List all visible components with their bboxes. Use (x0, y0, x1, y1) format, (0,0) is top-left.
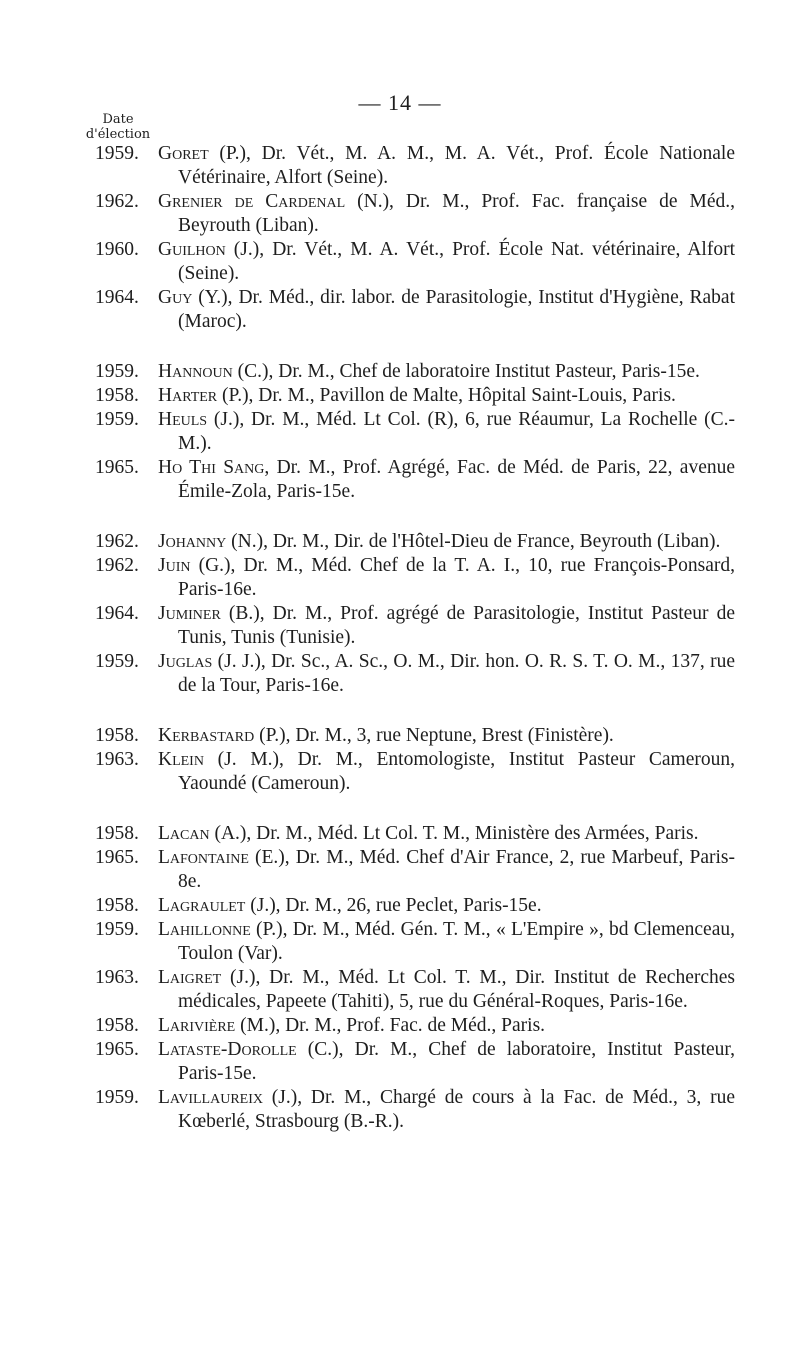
election-year: 1965. (95, 847, 139, 868)
election-year: 1958. (95, 385, 139, 406)
member-entry (95, 846, 735, 894)
member-details (158, 918, 735, 966)
election-year: 1959. (95, 361, 139, 382)
member-info: (J.), Dr. M., Chargé de cours à la Fac. de Méd., 3, rue Kœberlé, Strasbourg (B.-R.). (178, 1087, 735, 1132)
member-details (158, 1038, 735, 1086)
member-name: Guilhon (158, 239, 226, 260)
member-details (158, 966, 735, 1014)
member-entry (95, 1038, 735, 1086)
member-info: (J.), Dr. M., Méd. Lt Col. (R), 6, rue Réaumur, La Rochelle (C.-M.). (178, 409, 735, 454)
member-name: Lacan (158, 823, 210, 844)
election-year: 1965. (95, 1039, 139, 1060)
member-details (158, 286, 735, 334)
member-name: Lahillonne (158, 919, 251, 940)
election-year: 1965. (95, 457, 139, 478)
member-details (158, 190, 735, 238)
member-entry (95, 408, 735, 456)
member-name: Heuls (158, 409, 208, 430)
election-year: 1962. (95, 191, 139, 212)
election-year: 1963. (95, 749, 139, 770)
member-details (158, 530, 735, 554)
election-year: 1958. (95, 895, 139, 916)
member-entry (95, 822, 735, 846)
member-name: Guy (158, 287, 193, 308)
member-info: (P.), Dr. M., Pavillon de Malte, Hôpital Saint-Louis, Paris. (217, 385, 676, 406)
member-entry (95, 1086, 735, 1134)
member-details (158, 360, 735, 384)
member-entry (95, 748, 735, 796)
member-info: (E.), Dr. M., Méd. Chef d'Air France, 2, rue Marbeuf, Paris-8e. (178, 847, 735, 892)
letter-group (95, 724, 735, 796)
election-year: 1958. (95, 725, 139, 746)
member-info: (J.), Dr. M., 26, rue Peclet, Paris-15e. (245, 895, 542, 916)
election-year: 1964. (95, 287, 139, 308)
member-details (158, 1086, 735, 1134)
member-info: (P.), Dr. M., 3, rue Neptune, Brest (Finistère). (254, 725, 614, 746)
member-name: Laigret (158, 967, 222, 988)
election-year: 1959. (95, 409, 139, 430)
member-entry (95, 360, 735, 384)
member-name: Lagraulet (158, 895, 246, 916)
member-entry (95, 530, 735, 554)
date-header-line-1: Date (102, 112, 134, 127)
election-year: 1960. (95, 239, 139, 260)
member-details (158, 650, 735, 698)
letter-group (95, 360, 735, 504)
member-name: Lavillaureix (158, 1087, 263, 1108)
member-entry (95, 650, 735, 698)
member-entry (95, 142, 735, 190)
member-entry (95, 602, 735, 650)
member-info: (J. J.), Dr. Sc., A. Sc., O. M., Dir. hon. O. R. S. T. O. M., 137, rue de la Tour, Paris-16e. (178, 651, 735, 696)
member-info: (J.), Dr. M., Méd. Lt Col. T. M., Dir. Institut de Recherches médicales, Papeete (Tahiti), 5, rue du Général-Roques, Paris-16e. (178, 967, 735, 1012)
member-entry (95, 894, 735, 918)
member-info: (B.), Dr. M., Prof. agrégé de Parasitologie, Institut Pasteur de Tunis, Tunis (Tunisie). (178, 603, 735, 648)
member-name: Grenier de Cardenal (158, 191, 346, 212)
member-details (158, 408, 735, 456)
member-entry (95, 286, 735, 334)
member-info: (C.), Dr. M., Chef de laboratoire Institut Pasteur, Paris-15e. (232, 361, 700, 382)
member-info: (G.), Dr. M., Méd. Chef de la T. A. I., 10, rue François-Ponsard, Paris-16e. (178, 555, 735, 600)
member-entry (95, 1014, 735, 1038)
member-name: Juminer (158, 603, 221, 624)
election-year: 1958. (95, 1015, 139, 1036)
member-list (95, 142, 735, 1160)
member-entry (95, 724, 735, 748)
member-info: (A.), Dr. M., Méd. Lt Col. T. M., Ministère des Armées, Paris. (209, 823, 699, 844)
member-info: (J. M.), Dr. M., Entomologiste, Institut Pasteur Cameroun, Yaoundé (Cameroun). (178, 749, 735, 794)
member-name: Kerbastard (158, 725, 255, 746)
member-name: Hannoun (158, 361, 233, 382)
member-name: Johanny (158, 531, 227, 552)
member-details (158, 846, 735, 894)
member-details (158, 142, 735, 190)
date-column-header (68, 112, 168, 142)
member-info: (N.), Dr. M., Prof. Fac. française de Méd., Beyrouth (Liban). (178, 191, 735, 236)
member-details (158, 602, 735, 650)
member-info: (P.), Dr. M., Méd. Gén. T. M., « L'Empire », bd Clemenceau, Toulon (Var). (178, 919, 735, 964)
member-details (158, 748, 735, 796)
member-entry (95, 966, 735, 1014)
member-details (158, 554, 735, 602)
member-details (158, 456, 735, 504)
member-entry (95, 384, 735, 408)
election-year: 1959. (95, 1087, 139, 1108)
election-year: 1959. (95, 651, 139, 672)
member-details (158, 238, 735, 286)
member-details (158, 1014, 735, 1038)
member-name: Larivière (158, 1015, 236, 1036)
member-info: (C.), Dr. M., Chef de laboratoire, Institut Pasteur, Paris-15e. (178, 1039, 735, 1084)
member-details (158, 724, 735, 748)
member-entry (95, 238, 735, 286)
letter-group (95, 142, 735, 334)
member-name: Lataste-Dorolle (158, 1039, 297, 1060)
member-name: Lafontaine (158, 847, 249, 868)
member-name: Goret (158, 143, 209, 164)
date-header-line-2: d'élection (85, 127, 151, 142)
letter-group (95, 822, 735, 1134)
member-name: Harter (158, 385, 218, 406)
member-entry (95, 918, 735, 966)
member-name: Ho Thi Sang (158, 457, 265, 478)
member-entry (95, 456, 735, 504)
election-year: 1964. (95, 603, 139, 624)
member-details (158, 894, 735, 918)
page-number: — 14 — (358, 90, 442, 115)
member-details (158, 822, 735, 846)
member-name: Juin (158, 555, 191, 576)
election-year: 1962. (95, 555, 139, 576)
member-name: Klein (158, 749, 204, 770)
election-year: 1963. (95, 967, 139, 988)
member-entry (95, 190, 735, 238)
member-info: , Dr. M., Prof. Agrégé, Fac. de Méd. de Paris, 22, avenue Émile-Zola, Paris-15e. (178, 457, 736, 502)
member-info: (N.), Dr. M., Dir. de l'Hôtel-Dieu de France, Beyrouth (Liban). (226, 531, 721, 552)
member-info: (J.), Dr. Vét., M. A. Vét., Prof. École Nat. vétérinaire, Alfort (Seine). (178, 239, 735, 284)
member-info: (P.), Dr. Vét., M. A. M., M. A. Vét., Prof. École Nationale Vétérinaire, Alfort (Seine). (178, 143, 735, 188)
member-info: (M.), Dr. M., Prof. Fac. de Méd., Paris. (235, 1015, 546, 1036)
member-entry (95, 554, 735, 602)
member-name: Juglas (158, 651, 213, 672)
election-year: 1959. (95, 919, 139, 940)
election-year: 1958. (95, 823, 139, 844)
election-year: 1962. (95, 531, 139, 552)
election-year: 1959. (95, 143, 139, 164)
member-details (158, 384, 735, 408)
member-info: (Y.), Dr. Méd., dir. labor. de Parasitologie, Institut d'Hygiène, Rabat (Maroc). (178, 287, 735, 332)
letter-group (95, 530, 735, 698)
